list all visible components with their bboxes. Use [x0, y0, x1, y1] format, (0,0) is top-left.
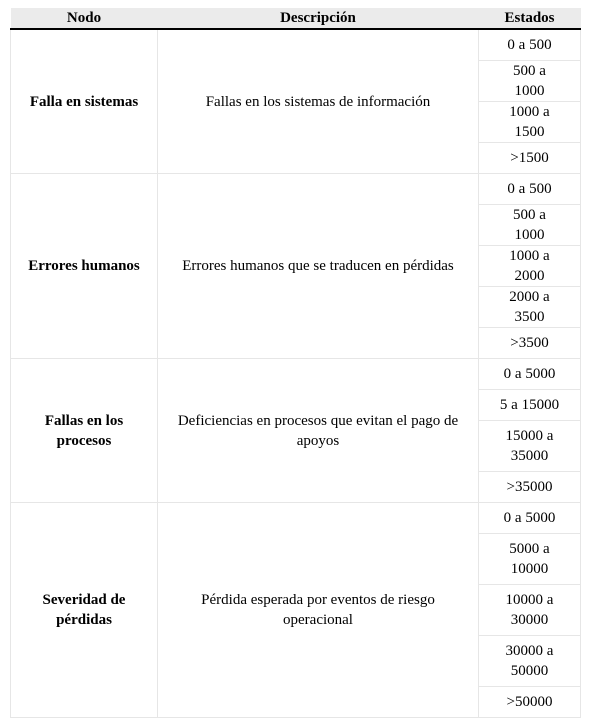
table-row	[11, 503, 581, 534]
state-value: 2000 a 3500	[479, 287, 581, 328]
state-value: >3500	[479, 328, 581, 359]
nodes-table	[10, 8, 581, 718]
state-value: 1000 a 1500	[479, 102, 581, 143]
state-value: 10000 a 30000	[479, 585, 581, 636]
header-descripcion: Descripción	[158, 8, 479, 29]
table-row	[11, 174, 581, 205]
node-description: Errores humanos que se traducen en pérdidas	[158, 174, 479, 359]
node-name: Errores humanos	[11, 174, 158, 359]
node-description: Fallas en los sistemas de información	[158, 29, 479, 174]
state-value: >35000	[479, 472, 581, 503]
table-row	[11, 359, 581, 390]
node-description: Pérdida esperada por eventos de riesgo operacional	[158, 503, 479, 718]
header-estados: Estados	[479, 8, 581, 29]
node-description: Deficiencias en procesos que evitan el pago de apoyos	[158, 359, 479, 503]
state-value: 15000 a 35000	[479, 421, 581, 472]
state-value: 30000 a 50000	[479, 636, 581, 687]
state-value: 5000 a 10000	[479, 534, 581, 585]
state-value: 0 a 500	[479, 29, 581, 61]
table-header	[11, 8, 581, 29]
header-nodo: Nodo	[11, 8, 158, 29]
state-value: 500 a 1000	[479, 61, 581, 102]
state-value: 0 a 5000	[479, 503, 581, 534]
state-value: 5 a 15000	[479, 390, 581, 421]
state-value: >1500	[479, 143, 581, 174]
state-value: 1000 a 2000	[479, 246, 581, 287]
state-value: 0 a 5000	[479, 359, 581, 390]
state-value: 0 a 500	[479, 174, 581, 205]
header-row	[11, 8, 581, 29]
table-body	[11, 29, 581, 718]
node-name: Fallas en los procesos	[11, 359, 158, 503]
node-name: Severidad de pérdidas	[11, 503, 158, 718]
table-row	[11, 29, 581, 61]
node-name: Falla en sistemas	[11, 29, 158, 174]
state-value: >50000	[479, 687, 581, 718]
state-value: 500 a 1000	[479, 205, 581, 246]
